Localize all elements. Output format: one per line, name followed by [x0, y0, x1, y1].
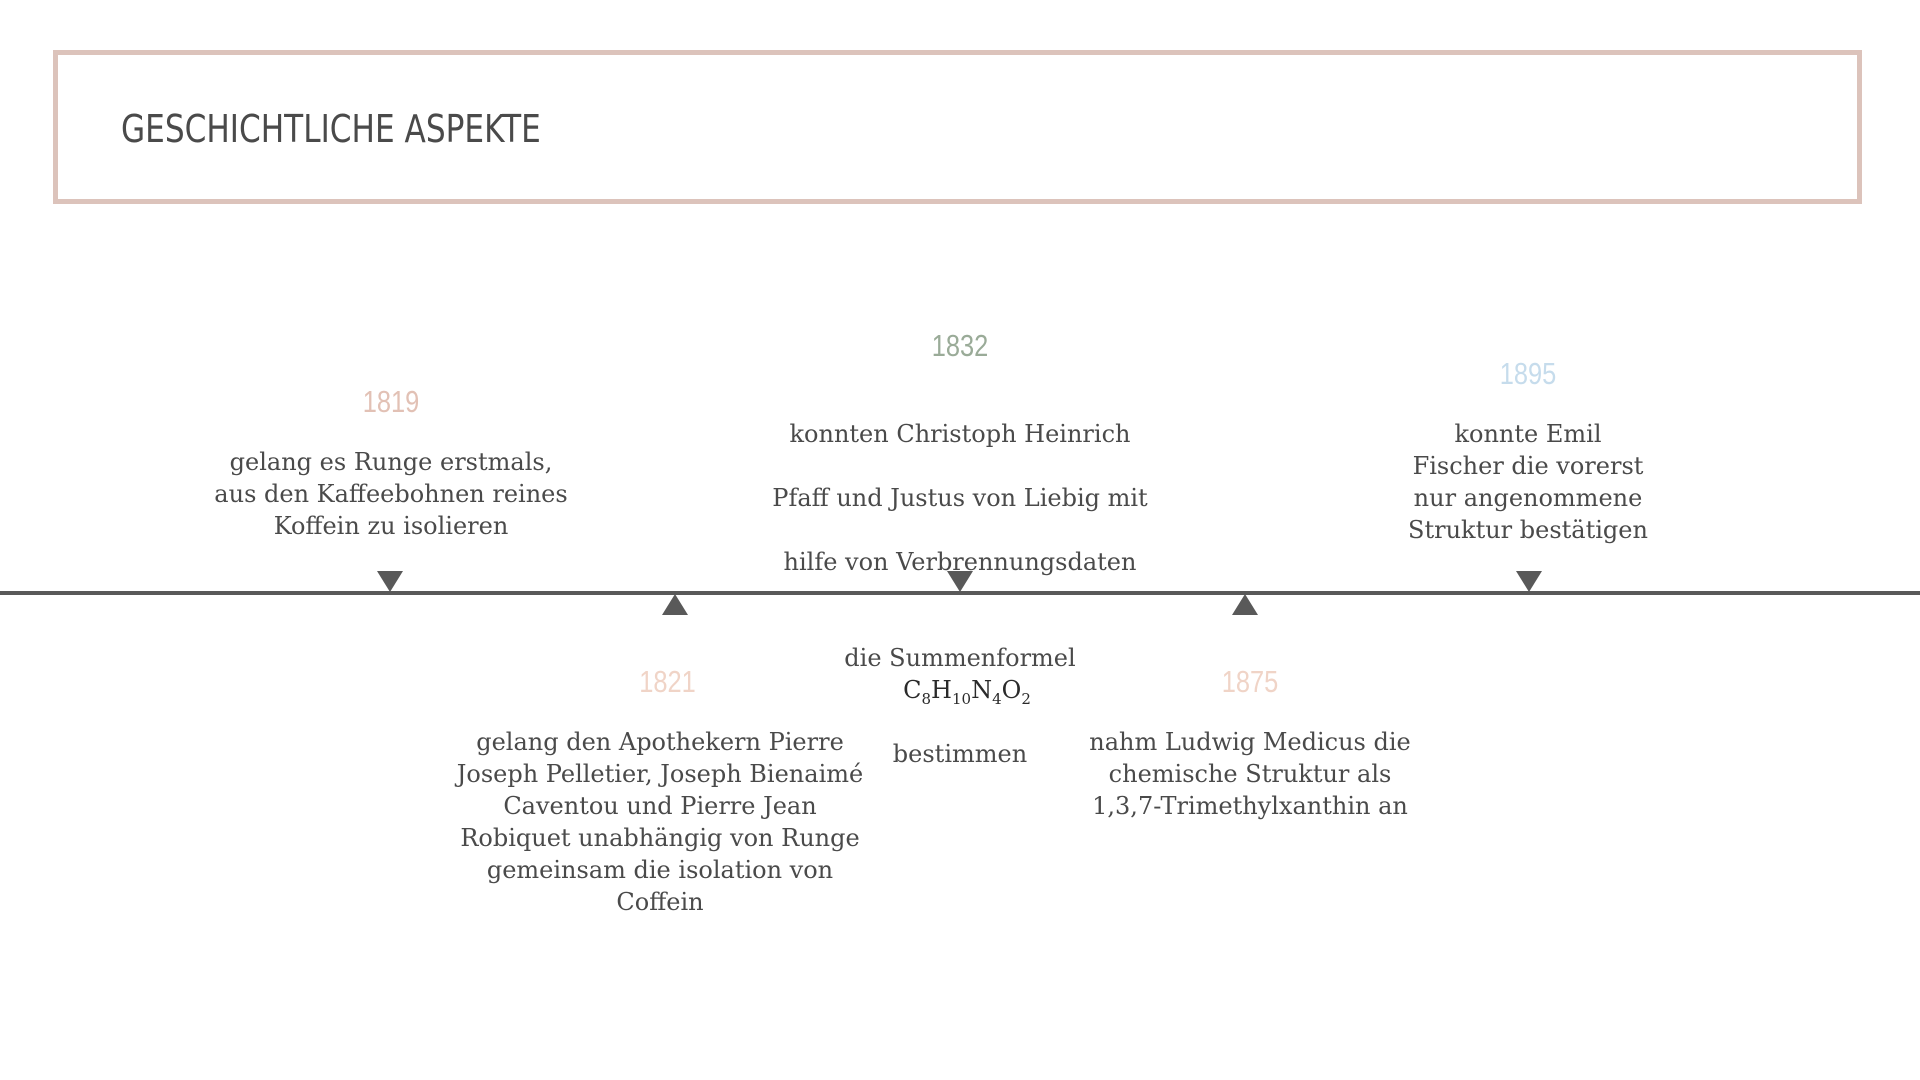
- description-line: bestimmen: [892, 740, 1028, 768]
- description-line: hilfe von Verbrennungsdaten: [783, 548, 1137, 576]
- event-year: 1821: [639, 664, 696, 699]
- event-description: konnte Emil Fischer die vorerst nur angenommene Struktur bestätigen: [1408, 420, 1648, 544]
- marker-1875: [1232, 594, 1258, 615]
- event-year: 1875: [1221, 664, 1279, 699]
- marker-1819: [377, 571, 403, 592]
- event-year: 1819: [362, 384, 420, 419]
- event-description: gelang es Runge erstmals, aus den Kaffeebohnen reines Koffein zu isolieren: [214, 448, 568, 540]
- page-title: GESCHICHTLICHE ASPEKTE: [121, 107, 541, 151]
- event-description: gelang den Apothekern Pierre Joseph Pelletier, Joseph Bienaimé Caventou und Pierre Jean Robiquet unabhängig von Runge gemeinsam die isolation von Coffein: [456, 728, 864, 916]
- sum-formula: $C_8H_{10}N_4O_2$: [903, 676, 1031, 708]
- description-line: die Summenformel: [844, 644, 1076, 672]
- event-1819: [191, 384, 591, 542]
- event-1875: [1050, 664, 1450, 822]
- event-1895: [1328, 356, 1728, 546]
- event-description: nahm Ludwig Medicus die chemische Struktur als 1,3,7-Trimethylxanthin an: [1089, 728, 1411, 820]
- description-line: konnten Christoph Heinrich: [789, 420, 1131, 448]
- title-frame: [53, 50, 1862, 204]
- marker-1821: [662, 594, 688, 615]
- event-year: 1832: [931, 328, 989, 363]
- description-line: Pfaff und Justus von Liebig mit: [772, 484, 1148, 512]
- marker-1895: [1516, 571, 1542, 592]
- event-year: 1895: [1499, 356, 1557, 391]
